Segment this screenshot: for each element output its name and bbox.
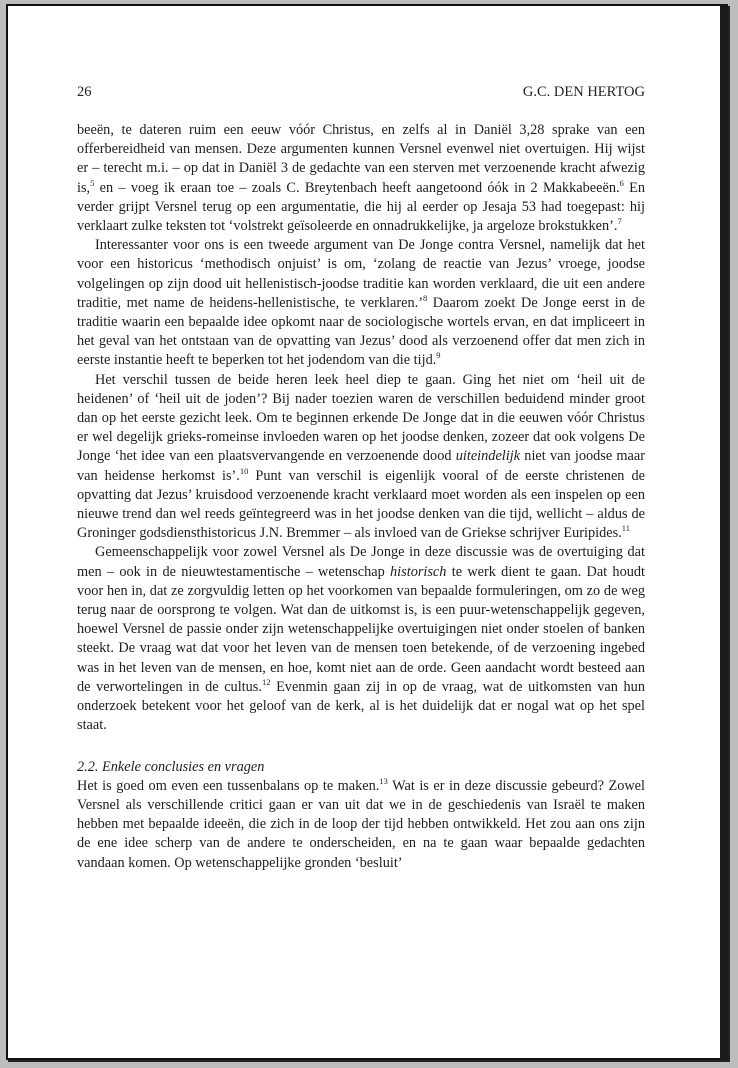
footnote-ref: 8 (422, 292, 428, 303)
paragraph: Interessanter voor ons is een tweede argument van De Jonge contra Versnel, namelijk dat het voor een historicus ‘methodisch onjuist’ is om, ‘zolang de reactie van Jezus’ vroege, joodse volgelingen op zijn dood uit hellenistisch-joodse traditie kan worden verklaard, die uit een andere traditie, met name de heidens-hellenistische, te verklaren.’$^8$ Daarom zoekt De Jonge eerst in de traditie waarin een bepaalde idee opkomt naar de sociologische wortels ervan, en dat impliceert in het geval van het ontstaan van de opvatting van Jezus’ dood als verzoenend offer dat men zich in eerste instantie heeft te beperken tot het jodendom van die tijd.$^9$ (77, 237, 645, 369)
document-page (6, 4, 728, 1060)
footnote-ref: 9 (436, 350, 441, 361)
running-title: G.C. DEN HERTOG (522, 84, 645, 100)
paragraph-list (77, 121, 645, 736)
page-header (77, 84, 645, 101)
final-paragraph-container (77, 777, 645, 873)
paragraph: Het verschil tussen de beide heren leek heel diep te gaan. Ging het niet om ‘heil uit de heidenen’ of ‘heil uit de joden’? Bij nader toezien waren de verschillen beduidend minder groot dan op het eerste gezicht leek. Om te beginnen erkende De Jonge dat in die eeuwen vóór Christus er wel degelijk grieks-romeinse invloeden waren op het joodse denken, zozeer dat ook volgens De Jonge ‘het idee van een plaatsvervangende en verzoenende dood uiteindelijk niet van joodse maar van heidense herkomst is’.$^{10}$ Punt van verschil is eigenlijk vooral of de eerste christenen de opvatting dat Jezus’ kruisdood verzoenende kracht verklaard moet worden als een inspelen op een nieuwe trend dan wel reeds geïntegreerd was in het joodse denken van die tijd, wellicht – aldus de Groninger godsdiensthistoricus J.N. Bremmer – als invloed van de Griekse schrijver Euripides.$^{11}$ (77, 371, 645, 542)
page-edge-shadow (720, 4, 728, 1060)
footnote-ref: 12 (261, 676, 271, 687)
body-text (77, 121, 645, 873)
section-heading: 2.2. Enkele conclusies en vragen (77, 758, 265, 775)
paragraph: beeën, te dateren ruim een eeuw vóór Christus, en zelfs al in Daniël 3,28 sprake van een offerbereidheid van mensen. Deze argumenten kunnen Versnel evenwel niet overtuigen. Hij wijst er – terecht m.i. – op dat in Daniël 3 de gedachte van een sterven met verzoenende kracht afwezig is,$^5$ en – voeg ik eraan toe – zoals C. Breytenbach heeft aangetoond óók in 2 Makkabeeën.$^6$ En verder grijpt Versnel terug op een argumentatie, die hij al eerder op Jesaja 53 had toegepast: hij verklaart zulke teksten tot ‘volstrekt geïsoleerde en onnadrukkelijke, ja argeloze brokstukken’.$^7$ (77, 122, 645, 235)
footnote-ref: 13 (379, 775, 388, 786)
paragraph: Gemeenschappelijk voor zowel Versnel als De Jonge in deze discussie was de overtuiging dat men – ook in de nieuwtestamentische – wetenschap historisch te werk dient te gaan. Dat houdt voor hen in, dat ze zorgvuldig letten op het voorkomen van bepaalde formuleringen, om zo de weg terug naar de oorsprong te volgen. Wat dan de uitkomst is, is een puur-wetenschappelijk gegeven, hoewel Versnel de passie onder zijn wetenschappelijke overtuigingen niet onder stoelen of banken steekt. De vraag wat dat voor het leven van de mensen toen betekende, of de verzoening ingebed was in het leven van de mensen, en hoe, komt niet aan de orde. Geen aandacht wordt besteed aan de verwortelingen in de cultus.$^{12}$ Evenmin gaan zij in op de vraag, wat de uitkomsten van hun onderzoek betekent voor het geloof van de kerk, al is het duidelijk dat er nogal wat op het spel staat. (77, 544, 645, 734)
footnote-ref: 7 (617, 216, 622, 227)
footnote-ref: 11 (621, 523, 630, 534)
paragraph: Het is goed om even een tussenbalans op te maken.$^{13}$ Wat is er in deze discussie gebeurd? Zowel Versnel als verschillende critici gaan er van uit dat we in de geschiedenis van Israël te maken hebben met bepaalde ideeën, die zich in de loop der tijd hebben ontwikkeld. Het zou aan ons zijn de ene idee scherp van de andere te onderscheiden, en na te gaan waar bepaalde gedachten vandaan komen. Op wetenschappelijke gronden ‘besluit’ (77, 775, 645, 871)
emphasis: uiteindelijk (455, 448, 521, 465)
page-number: 26 (77, 84, 92, 100)
footnote-ref: 6 (619, 177, 624, 188)
emphasis: historisch (390, 563, 447, 580)
footnote-ref: 10 (239, 465, 249, 476)
footnote-ref: 5 (90, 177, 95, 188)
